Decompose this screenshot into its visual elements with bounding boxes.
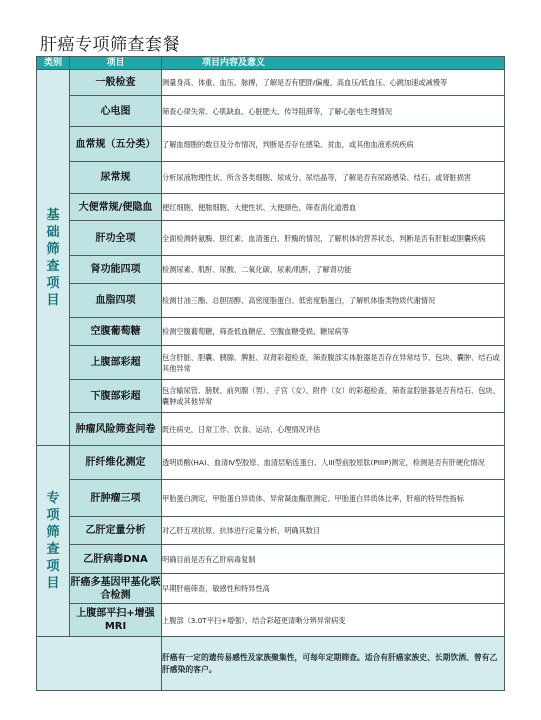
item-name: 心电图 — [70, 96, 162, 127]
table-row — [37, 127, 505, 162]
table-row — [37, 517, 505, 545]
item-name: 血常规（五分类） — [70, 127, 162, 162]
table-row — [37, 574, 505, 604]
item-desc: 上腹部（3.0T平扫+增强），结合彩超更清晰分辨异常病变 — [162, 604, 505, 637]
item-desc: 了解血细胞的数目及分布情况，判断是否存在感染、贫血，或其他血液系统疾病 — [162, 127, 505, 162]
header-category: 类别 — [37, 57, 70, 70]
category-cell-basic — [37, 70, 70, 446]
category-label: 基础筛查项目 — [46, 207, 60, 308]
item-desc: 检测甘油三酯、总胆固醇、高密度脂蛋白、低密度脂蛋白，了解机体脂类物质代谢情况 — [162, 284, 505, 318]
item-desc: 筛查心律失常、心肌缺血、心脏肥大、传导阻滞等，了解心脏电生理情况 — [162, 96, 505, 127]
table-row — [37, 256, 505, 284]
item-name: 肝肿瘤三项 — [70, 480, 162, 517]
table-row — [37, 284, 505, 318]
table-row — [37, 545, 505, 574]
summary-spacer — [37, 637, 162, 691]
package-table — [36, 56, 505, 691]
table-row — [37, 446, 505, 480]
summary-text: 肝癌有一定的遗传易感性及家族聚集性，可每年定期筛查。适合有肝癌家族史、长期饮酒、曾有乙肝感染的客户。 — [162, 637, 505, 691]
table-row — [37, 318, 505, 346]
item-name: 上腹部彩超 — [70, 346, 162, 380]
table-row — [37, 96, 505, 127]
category-label: 专项筛查项目 — [46, 491, 60, 591]
item-name: 血脂四项 — [70, 284, 162, 318]
header-content: 项目内容及意义 — [162, 57, 505, 70]
table-header-row — [37, 57, 505, 70]
item-name: 肝功全项 — [70, 221, 162, 256]
item-desc: 全面检测转氨酶、胆红素、血清蛋白、肝酶的情况，了解机体的营养状态，判断是否有肝脏或胆囊疾病 — [162, 221, 505, 256]
item-name: 空腹葡萄糖 — [70, 318, 162, 346]
item-desc: 甲胎蛋白测定、甲胎蛋白异质体、异常凝血酶原测定、甲胎蛋白异质体比率，肝癌的特异性指标 — [162, 480, 505, 517]
table-row — [37, 162, 505, 194]
item-desc: 分析尿液物理性状、所含各类细胞、尿成分、尿结晶等，了解是否有尿路感染、结石，或肾脏损害 — [162, 162, 505, 194]
page-title: 肝癌专项筛查套餐 — [40, 35, 180, 55]
item-desc: 便红细胞、便脓细胞、大便性状、大便颜色，筛查消化道潜血 — [162, 194, 505, 221]
item-desc: 既往病史，日常工作、饮食、运动、心理情况评估 — [162, 413, 505, 446]
item-name: 一般检查 — [70, 70, 162, 96]
table-row — [37, 604, 505, 637]
item-name: 乙肝病毒DNA — [70, 545, 162, 574]
item-desc: 包含输尿管、膀胱、前列腺（男）、子宫（女）、附件（女）的彩超检查，筛查盆腔脏器是否有结石、包块、囊肿或其他异常 — [162, 380, 505, 413]
item-name: 肝纤维化测定 — [70, 446, 162, 480]
item-name: 肝癌多基因甲基化联合检测 — [70, 574, 162, 604]
table-row — [37, 70, 505, 96]
table-row — [37, 221, 505, 256]
item-name: 下腹部彩超 — [70, 380, 162, 413]
summary-row — [37, 637, 505, 691]
item-name: 上腹部平扫+增强MRI — [70, 604, 162, 637]
table-row — [37, 346, 505, 380]
table-row — [37, 413, 505, 446]
table-row — [37, 380, 505, 413]
item-desc: 检测空腹葡萄糖，筛查低血糖症、空腹血糖受损、糖尿病等 — [162, 318, 505, 346]
category-cell-special — [37, 446, 70, 637]
item-desc: 对乙肝五项抗原、抗体进行定量分析，明确其数目 — [162, 517, 505, 545]
item-name: 尿常规 — [70, 162, 162, 194]
table-row — [37, 194, 505, 221]
item-desc: 明确目前是否有乙肝病毒复制 — [162, 545, 505, 574]
header-item: 项目 — [70, 57, 162, 70]
item-name: 乙肝定量分析 — [70, 517, 162, 545]
item-desc: 检测尿素、肌酐、尿酸、二氧化碳、尿素/肌酐，了解肾功能 — [162, 256, 505, 284]
item-desc: 测量身高、体重、血压、脉搏，了解是否有肥胖/偏瘦、高血压/低血压、心跳加速或减慢等 — [162, 70, 505, 96]
item-desc: 包含肝脏、胆囊、胰腺、脾脏、双肾彩超检查，筛查腹部实体脏器是否存在异常结节、包块、囊肿、结石或其他异常 — [162, 346, 505, 380]
table-row — [37, 480, 505, 517]
item-name: 大便常规/便隐血 — [70, 194, 162, 221]
item-name: 肿瘤风险筛查问卷 — [70, 413, 162, 446]
item-desc: 透明质酸(HA)、血清Ⅳ型胶原、血清层粘连蛋白、人III型前胶原肽(PIIIP)测定，检测是否有肝硬化情况 — [162, 446, 505, 480]
item-name: 肾功能四项 — [70, 256, 162, 284]
item-desc: 早期肝癌筛查，敏感性和特异性高 — [162, 574, 505, 604]
